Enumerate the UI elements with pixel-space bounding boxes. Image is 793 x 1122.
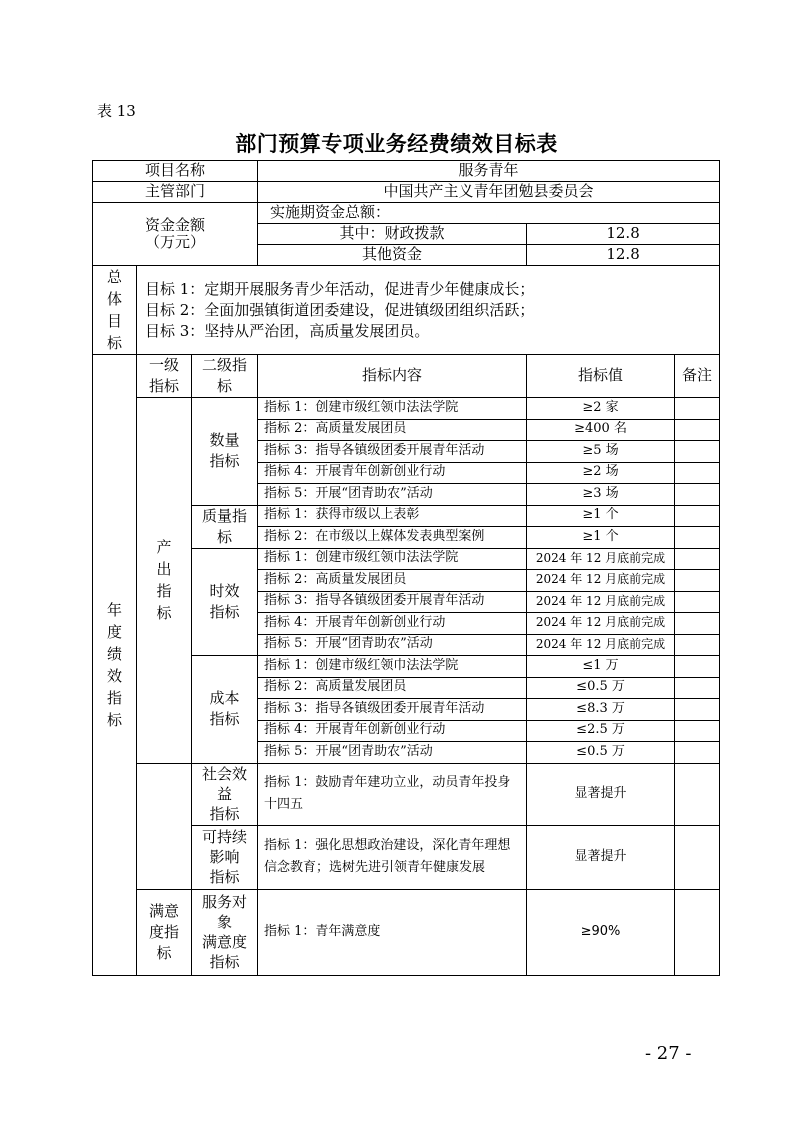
- sustain-label-line: 指标: [209, 868, 240, 886]
- indicator-content: 指标 2：高质量发展团员: [258, 570, 527, 592]
- benefit-label: [137, 763, 192, 889]
- remark-cell: [675, 505, 720, 527]
- sustain-label: [192, 825, 258, 889]
- indicator-content: 指标 2：在市级以上媒体发表典型案例: [258, 527, 527, 549]
- table-number: 表 13: [97, 102, 136, 120]
- indicator-value: 2024 年 12 月底前完成: [527, 570, 675, 592]
- indicator-content: 指标 2：高质量发展团员: [258, 419, 527, 441]
- cost-label: [192, 656, 258, 764]
- project-label: 项目名称: [93, 161, 258, 182]
- remark-cell: [675, 462, 720, 484]
- remark-cell: [675, 720, 720, 742]
- goal-3: 目标 3：坚持从严治团，高质量发展团员。: [145, 321, 430, 340]
- remark-cell: [675, 742, 720, 764]
- satisfaction-sub-label: [192, 889, 258, 975]
- dept-row: [93, 182, 720, 203]
- indicator-content: 指标 5：开展“团青助农”活动: [258, 742, 527, 764]
- funds-label-line1: 资金金额: [145, 215, 206, 234]
- indicator-content: 指标 1：创建市级红领巾法法学院: [258, 398, 527, 420]
- indicator-content: 指标 1：鼓励青年建功立业，动员青年投身十四五: [258, 763, 527, 825]
- project-value: 服务青年: [258, 161, 720, 182]
- satisfaction-sub-label-line: 象: [217, 913, 233, 931]
- indicator-value: 显著提升: [527, 763, 675, 825]
- header-level1: [137, 355, 192, 398]
- indicator-value: ≥90%: [527, 889, 675, 975]
- dept-value: 中国共产主义青年团勉县委员会: [258, 182, 720, 203]
- cost-label-text: 成本指标: [209, 689, 240, 729]
- indicator-value: ≥3 场: [527, 484, 675, 506]
- remark-cell: [675, 527, 720, 549]
- indicator-content: 指标 2：高质量发展团员: [258, 677, 527, 699]
- remark-cell: [675, 419, 720, 441]
- funds-label-line2: （万元）: [145, 233, 206, 251]
- goals-content: [137, 266, 720, 355]
- indicator-content: 指标 5：开展“团青助农”活动: [258, 484, 527, 506]
- page-number: - 27 -: [645, 1043, 692, 1064]
- indicator-content: 指标 1：创建市级红领巾法法学院: [258, 656, 527, 678]
- goals-row: [93, 266, 720, 355]
- goals-label-text: 总体目标: [106, 268, 122, 352]
- remark-cell: [675, 677, 720, 699]
- indicator-content: 指标 1：获得市级以上表彰: [258, 505, 527, 527]
- remark-cell: [675, 441, 720, 463]
- remark-cell: [675, 484, 720, 506]
- sustain-label-line: 可持续: [202, 828, 248, 846]
- social-label-line: 社会效: [202, 765, 248, 783]
- indicator-value: ≤8.3 万: [527, 699, 675, 721]
- header-content: 指标内容: [258, 355, 527, 398]
- indicator-value: ≥400 名: [527, 419, 675, 441]
- indicator-value: ≤1 万: [527, 656, 675, 678]
- sustain-label-line: 影响: [209, 848, 240, 866]
- table-row: [93, 889, 720, 975]
- indicator-value: ≥1 个: [527, 527, 675, 549]
- funds-total-label: 实施期资金总额：: [258, 203, 720, 224]
- funds-fiscal-label: 其中：财政拨款: [258, 224, 527, 245]
- indicator-content: 指标 4：开展青年创新创业行动: [258, 462, 527, 484]
- funds-other-label: 其他资金: [258, 245, 527, 266]
- satisfaction-label: [137, 889, 192, 975]
- quantity-label: [192, 398, 258, 506]
- indicator-value: ≤0.5 万: [527, 742, 675, 764]
- indicator-value: 2024 年 12 月底前完成: [527, 613, 675, 635]
- satisfaction-label-line: 满意: [148, 901, 179, 920]
- satisfaction-sub-label-line: 指标: [209, 953, 240, 971]
- indicator-content: 指标 3：指导各镇级团委开展青年活动: [258, 699, 527, 721]
- table-row: [93, 763, 720, 825]
- indicator-value: 显著提升: [527, 825, 675, 889]
- remark-cell: [675, 398, 720, 420]
- indicator-value: ≤2.5 万: [527, 720, 675, 742]
- satisfaction-label-line: 标: [156, 943, 172, 962]
- dept-label: 主管部门: [93, 182, 258, 203]
- output-label: [137, 398, 192, 764]
- goals-label: [93, 266, 137, 355]
- header-value: 指标值: [527, 355, 675, 398]
- goal-1: 目标 1：定期开展服务青少年活动，促进青少年健康成长；: [145, 279, 535, 298]
- output-label-text: 产出指标: [156, 538, 172, 623]
- indicator-content: 指标 1：创建市级红领巾法法学院: [258, 548, 527, 570]
- satisfaction-sub-label-line: 满意度: [202, 933, 248, 951]
- indicator-header-row: [93, 355, 720, 398]
- social-label-line: 指标: [209, 805, 240, 823]
- remark-cell: [675, 763, 720, 825]
- table-row: [93, 398, 720, 420]
- header-remark: 备注: [675, 355, 720, 398]
- quantity-label-text: 数量指标: [209, 431, 240, 471]
- remark-cell: [675, 699, 720, 721]
- remark-cell: [675, 634, 720, 656]
- remark-cell: [675, 570, 720, 592]
- indicator-value: 2024 年 12 月底前完成: [527, 548, 675, 570]
- indicator-value: ≥2 家: [527, 398, 675, 420]
- indicator-value: 2024 年 12 月底前完成: [527, 591, 675, 613]
- indicator-content: 指标 5：开展“团青助农”活动: [258, 634, 527, 656]
- funds-total-row: [93, 203, 720, 224]
- funds-fiscal-value: 12.8: [527, 224, 720, 245]
- annual-label-text: 年度绩效指标: [106, 600, 122, 729]
- remark-cell: [675, 889, 720, 975]
- performance-table: [92, 160, 720, 976]
- quality-label-text: 质量指标: [202, 506, 248, 546]
- annual-label: [93, 355, 137, 976]
- project-row: [93, 161, 720, 182]
- remark-cell: [675, 613, 720, 635]
- goal-2: 目标 2：全面加强镇街道团委建设，促进镇级团组织活跃；: [145, 300, 535, 319]
- satisfaction-sub-label-line: 服务对: [202, 893, 248, 911]
- remark-cell: [675, 656, 720, 678]
- indicator-content: 指标 3：指导各镇级团委开展青年活动: [258, 441, 527, 463]
- indicator-content: 指标 1：青年满意度: [258, 889, 527, 975]
- indicator-value: ≤0.5 万: [527, 677, 675, 699]
- indicator-content: 指标 4：开展青年创新创业行动: [258, 613, 527, 635]
- funds-label: [93, 203, 258, 266]
- remark-cell: [675, 548, 720, 570]
- header-level1-text: 一级指标: [148, 356, 179, 395]
- indicator-content: 指标 1：强化思想政治建设，深化青年理想信念教育；选树先进引领青年健康发展: [258, 825, 527, 889]
- quality-label: [192, 505, 258, 548]
- timeliness-label-text: 时效指标: [209, 581, 240, 621]
- indicator-value: 2024 年 12 月底前完成: [527, 634, 675, 656]
- satisfaction-label-line: 度指: [148, 922, 179, 941]
- indicator-value: ≥5 场: [527, 441, 675, 463]
- indicator-value: ≥2 场: [527, 462, 675, 484]
- indicator-content: 指标 4：开展青年创新创业行动: [258, 720, 527, 742]
- timeliness-label: [192, 548, 258, 656]
- header-level2-text: 二级指标: [202, 356, 248, 395]
- header-level2: [192, 355, 258, 398]
- social-label: [192, 763, 258, 825]
- social-label-line: 益: [217, 785, 233, 803]
- remark-cell: [675, 591, 720, 613]
- funds-other-value: 12.8: [527, 245, 720, 266]
- indicator-content: 指标 3：指导各镇级团委开展青年活动: [258, 591, 527, 613]
- page-title: 部门预算专项业务经费绩效目标表: [235, 131, 558, 156]
- indicator-value: ≥1 个: [527, 505, 675, 527]
- remark-cell: [675, 825, 720, 889]
